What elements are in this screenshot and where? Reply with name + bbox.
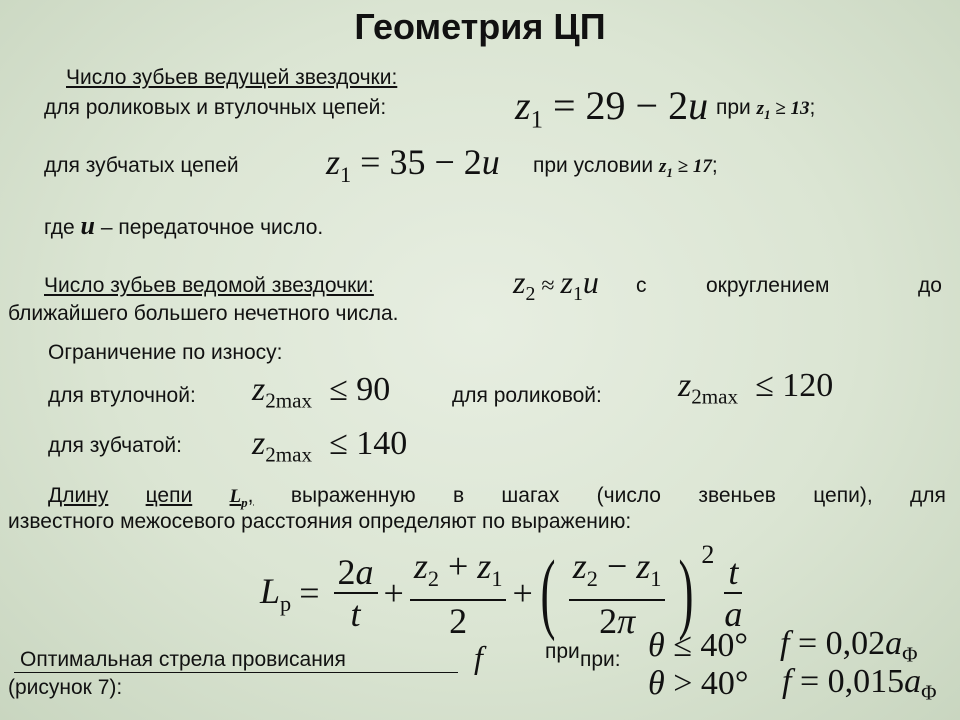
toothed-chain-label: для зубчатых цепей: [44, 154, 239, 177]
chain-length-formula: $L_p$ = $\frac{2a}{t}$ + $\frac{z_2 + z_1}{2}$ + ( $\frac{z_2 - z_1}{2\pi}$ ) 2 $\frac{t}{a}$: [260, 540, 743, 643]
bushing-chain-limit: $z_{2max} \le 90$: [252, 371, 391, 413]
driven-sprocket-heading: Число зубьев ведомой звездочки:: [44, 274, 374, 297]
chain-length-symbol: $L_p$: [229, 486, 248, 510]
sag-when-label-1: при: [545, 640, 580, 663]
sag-value-1: $f = 0,02a_\Phi$: [780, 625, 918, 667]
roller-chain-limit: $z_{2max} \le 120$: [678, 367, 834, 409]
roller-condition-value: $z_1 \ge 13$: [756, 98, 810, 122]
wear-limit-heading: Ограничение по износу:: [48, 341, 283, 364]
ratio-symbol: u: [80, 211, 95, 240]
sag-value-2: $f = 0,015a_\Phi$: [782, 663, 937, 705]
toothed-chain-limit: $z_{2max} \le 140$: [252, 425, 408, 467]
rounding-line-2: ближайшего большего нечетного числа.: [8, 302, 399, 325]
sag-line-2: (рисунок 7):: [8, 676, 123, 699]
bushing-chain-label: для втулочной:: [48, 384, 196, 407]
page-title: Геометрия ЦП: [354, 6, 606, 47]
roller-condition: при $z_1 \ge 13$;: [716, 96, 816, 122]
sag-when-label-2: при:: [580, 648, 621, 671]
roller-chain-label: для роликовых и втулочных цепей:: [44, 96, 387, 119]
chain-length-line-1: Длину цепи $L_p$, выраженную в шагах (число звеньев цепи), для: [48, 484, 946, 510]
rounding-word-2: округлением: [706, 274, 830, 297]
rounding-word-3: до: [918, 274, 942, 297]
sag-condition-1: θ ≤ 40°: [648, 627, 748, 664]
toothed-condition: при условии $z_1 \ge 17$;: [533, 154, 718, 180]
sag-symbol: f: [474, 639, 483, 675]
gear-ratio-note: где u – передаточное число.: [44, 211, 324, 240]
sag-heading-wrap: [14, 648, 458, 673]
toothed-chain-formula: $z_1 = 35 - 2u$: [326, 142, 500, 187]
drive-sprocket-heading: Число зубьев ведущей звездочки:: [66, 66, 398, 89]
chain-length-line-2: известного межосевого расстояния определяют по выражению:: [8, 510, 632, 533]
roller-chain-wear-label: для роликовой:: [452, 384, 602, 407]
roller-chain-formula: $z_1 = 29 - 2u$: [515, 83, 709, 134]
rounding-word-1: с: [636, 274, 647, 297]
toothed-condition-value: $z_1 \ge 17$: [659, 156, 712, 180]
sag-condition-2: θ > 40°: [648, 665, 749, 702]
sag-heading: Оптимальная стрела провисания: [20, 648, 346, 671]
toothed-chain-wear-label: для зубчатой:: [48, 434, 182, 457]
driven-sprocket-formula: $z_2 \approx z_1u$: [513, 264, 599, 305]
